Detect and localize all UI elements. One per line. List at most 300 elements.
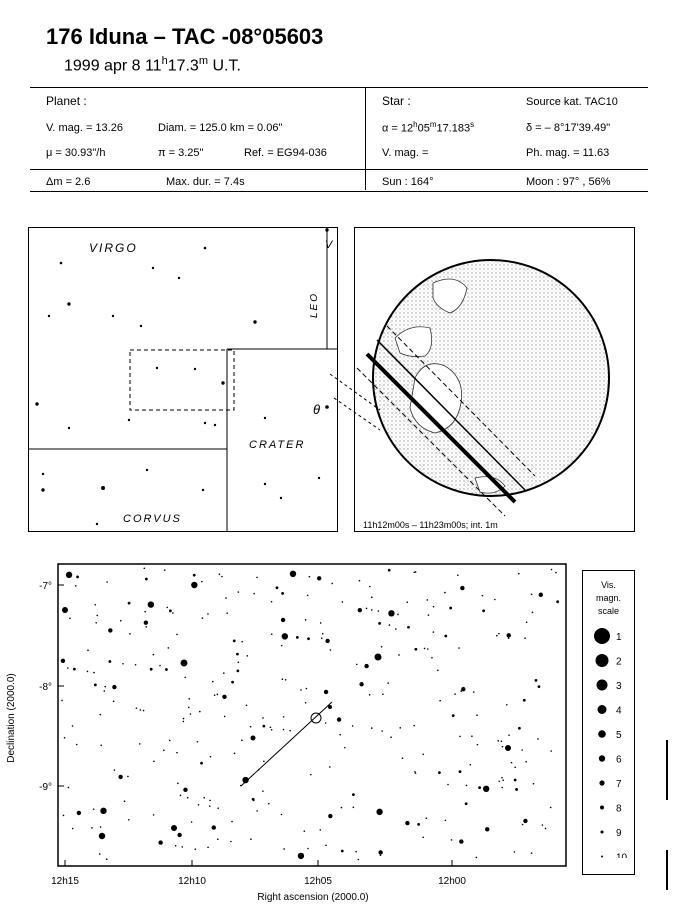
field-star bbox=[195, 848, 197, 850]
field-star bbox=[459, 736, 461, 738]
field-star bbox=[262, 725, 265, 728]
field-star bbox=[95, 622, 97, 624]
field-star bbox=[406, 601, 408, 603]
field-star bbox=[271, 729, 273, 731]
field-star bbox=[310, 774, 312, 776]
x-tick: 12h15 bbox=[51, 876, 79, 887]
field-star bbox=[113, 701, 115, 703]
field-star bbox=[283, 716, 285, 718]
field-star bbox=[319, 829, 321, 831]
star-delta: δ = – 8°17'39.49" bbox=[526, 122, 611, 134]
field-star bbox=[378, 610, 380, 612]
field-star bbox=[476, 714, 478, 716]
field-star bbox=[329, 766, 331, 768]
field-star bbox=[180, 795, 182, 797]
field-star bbox=[405, 821, 409, 825]
field-star bbox=[378, 850, 382, 854]
field-star bbox=[282, 678, 284, 680]
page-title: 176 Iduna – TAC -08°05603 bbox=[46, 24, 324, 49]
legend-dot bbox=[594, 628, 610, 644]
field-star bbox=[166, 607, 168, 609]
planet-diameter: Diam. = 125.0 km = 0.06" bbox=[158, 122, 283, 134]
field-star bbox=[508, 734, 510, 736]
field-star bbox=[231, 821, 233, 823]
field-star bbox=[172, 612, 174, 614]
star-phmag: Ph. mag. = 11.63 bbox=[526, 147, 610, 159]
field-star bbox=[307, 637, 310, 640]
field-star bbox=[328, 814, 332, 818]
field-star bbox=[426, 599, 428, 601]
field-star bbox=[444, 635, 447, 638]
field-star bbox=[514, 767, 516, 769]
field-star bbox=[508, 637, 510, 639]
field-star bbox=[485, 827, 489, 831]
field-star bbox=[424, 648, 426, 650]
field-star bbox=[241, 739, 243, 741]
field-star bbox=[217, 694, 219, 696]
legend-mag-label: 10 bbox=[616, 852, 628, 858]
field-star bbox=[369, 694, 371, 696]
field-star bbox=[498, 633, 500, 635]
legend-dot bbox=[599, 755, 605, 761]
field-star bbox=[212, 681, 214, 683]
field-star bbox=[359, 580, 361, 582]
edge-mark bbox=[666, 850, 668, 890]
field-star bbox=[225, 597, 227, 599]
bright-star bbox=[505, 745, 511, 751]
field-star bbox=[501, 740, 503, 742]
moon-info: Moon : 97° , 56% bbox=[526, 176, 611, 188]
field-star bbox=[325, 844, 327, 846]
field-star bbox=[317, 576, 321, 580]
field-star bbox=[76, 576, 79, 579]
field-star bbox=[214, 694, 216, 696]
field-star bbox=[359, 682, 363, 686]
field-star bbox=[163, 750, 165, 752]
star-chart bbox=[0, 560, 580, 904]
field-star bbox=[253, 593, 255, 595]
field-star bbox=[236, 670, 239, 673]
field-star bbox=[201, 581, 203, 583]
field-star bbox=[502, 779, 504, 781]
event-timescale: U.T. bbox=[208, 57, 241, 75]
field-star bbox=[439, 700, 441, 702]
y-tick: -8° bbox=[39, 682, 52, 693]
field-star bbox=[139, 743, 141, 745]
field-star bbox=[550, 807, 552, 809]
field-star bbox=[459, 839, 463, 843]
field-star bbox=[454, 693, 456, 695]
field-star bbox=[72, 828, 74, 830]
field-star bbox=[371, 596, 373, 598]
connector-lines bbox=[330, 350, 380, 450]
field-star bbox=[226, 612, 228, 614]
field-star bbox=[483, 786, 489, 792]
field-star bbox=[252, 798, 255, 801]
globe-svg bbox=[355, 228, 634, 531]
field-star bbox=[63, 815, 65, 817]
field-star bbox=[250, 726, 252, 728]
field-star bbox=[556, 600, 559, 603]
field-star bbox=[93, 672, 95, 674]
field-star bbox=[324, 690, 328, 694]
alpha-m: m bbox=[429, 120, 437, 129]
field-star bbox=[414, 771, 416, 773]
legend-mag-label: 7 bbox=[616, 779, 622, 790]
field-star bbox=[207, 613, 209, 615]
field-star bbox=[304, 830, 306, 832]
field-star bbox=[224, 716, 226, 718]
field-star bbox=[219, 574, 221, 576]
x-axis-label: Right ascension (2000.0) bbox=[257, 892, 369, 903]
star-alpha bbox=[382, 120, 474, 135]
field-star bbox=[290, 571, 296, 577]
field-star bbox=[470, 764, 472, 766]
field-star bbox=[449, 607, 452, 610]
finder-chart bbox=[28, 227, 338, 532]
field-star bbox=[268, 803, 270, 805]
legend-mag-label: 2 bbox=[616, 656, 622, 668]
field-star bbox=[545, 828, 547, 830]
field-star bbox=[183, 788, 187, 792]
field-star bbox=[532, 612, 534, 614]
field-star bbox=[181, 846, 183, 848]
field-star bbox=[165, 668, 168, 671]
field-star bbox=[114, 769, 116, 771]
field-star bbox=[457, 574, 459, 576]
y-tick: -7° bbox=[39, 581, 52, 592]
field-star bbox=[87, 671, 89, 673]
field-star bbox=[526, 621, 528, 623]
field-star bbox=[501, 787, 503, 789]
field-star bbox=[199, 711, 201, 713]
field-star bbox=[307, 595, 309, 597]
event-time bbox=[64, 55, 241, 75]
magnitude-legend bbox=[582, 570, 635, 875]
field-star bbox=[535, 679, 538, 682]
field-star bbox=[307, 848, 309, 850]
field-star bbox=[342, 601, 344, 603]
table-divider bbox=[365, 88, 366, 190]
field-star bbox=[502, 746, 504, 748]
field-star bbox=[473, 691, 475, 693]
field-star bbox=[371, 609, 373, 611]
bright-star bbox=[375, 654, 382, 661]
field-star bbox=[413, 571, 415, 573]
field-star bbox=[476, 857, 478, 859]
field-star bbox=[223, 672, 225, 674]
field-star bbox=[262, 790, 264, 792]
field-star bbox=[460, 690, 462, 692]
legend-dot bbox=[600, 806, 604, 810]
field-star bbox=[145, 626, 147, 628]
field-star bbox=[337, 717, 341, 721]
field-star bbox=[73, 668, 76, 671]
field-star bbox=[69, 617, 71, 619]
max-duration: Max. dur. = 7.4s bbox=[166, 176, 245, 188]
chart-field-box bbox=[130, 350, 234, 410]
planet-vmag: V. mag. = 13.26 bbox=[46, 122, 123, 134]
field-star bbox=[458, 647, 460, 649]
field-star bbox=[212, 825, 216, 829]
field-star bbox=[366, 608, 368, 610]
field-star bbox=[96, 615, 98, 617]
hour-unit: h bbox=[161, 55, 168, 67]
field-star bbox=[276, 586, 279, 589]
field-star bbox=[522, 824, 524, 826]
field-star bbox=[525, 761, 527, 763]
field-star bbox=[158, 840, 162, 844]
field-star bbox=[390, 736, 392, 738]
field-star bbox=[378, 622, 381, 625]
legend-mag-label: 3 bbox=[616, 681, 622, 692]
field-star bbox=[122, 663, 124, 665]
field-star bbox=[447, 784, 449, 786]
y-tick: -9° bbox=[39, 782, 52, 793]
field-star bbox=[514, 779, 517, 782]
bright-star bbox=[99, 833, 105, 839]
field-star bbox=[77, 811, 81, 815]
field-star bbox=[217, 838, 219, 840]
field-star bbox=[523, 699, 526, 702]
field-star bbox=[298, 853, 304, 859]
field-star bbox=[104, 686, 106, 688]
field-star bbox=[202, 617, 204, 619]
field-star bbox=[281, 645, 283, 647]
field-star bbox=[238, 662, 240, 664]
field-star bbox=[169, 609, 172, 612]
field-star bbox=[507, 633, 511, 637]
star-alpha-mid: 05 bbox=[417, 122, 430, 135]
field-star bbox=[271, 601, 273, 603]
field-star bbox=[482, 609, 485, 612]
field-star bbox=[72, 725, 74, 727]
field-star bbox=[99, 853, 101, 855]
field-star bbox=[209, 800, 211, 802]
field-star bbox=[452, 714, 455, 717]
field-star bbox=[381, 646, 383, 648]
field-star bbox=[309, 576, 311, 578]
planet-heading: Planet : bbox=[46, 94, 87, 108]
field-star bbox=[283, 848, 285, 850]
field-star bbox=[191, 582, 197, 588]
alpha-h: h bbox=[413, 120, 418, 129]
y-axis-label: Declination (2000.0) bbox=[6, 673, 17, 763]
field-star bbox=[399, 727, 401, 729]
field-star bbox=[164, 569, 166, 571]
field-star bbox=[498, 780, 500, 782]
bright-star bbox=[251, 736, 256, 741]
field-star bbox=[518, 727, 521, 730]
field-star bbox=[433, 606, 435, 608]
field-star bbox=[207, 847, 209, 849]
field-star bbox=[143, 710, 145, 712]
field-star bbox=[358, 859, 360, 861]
field-star bbox=[177, 783, 179, 785]
label-v: V bbox=[325, 239, 333, 251]
field-star bbox=[150, 668, 153, 671]
field-star bbox=[144, 621, 148, 625]
finder-stars bbox=[35, 228, 329, 525]
legend-mag-label: 5 bbox=[616, 730, 622, 741]
legend-mag-label: 9 bbox=[616, 828, 622, 839]
legend-mag-label: 1 bbox=[616, 632, 622, 643]
field-star bbox=[159, 665, 161, 667]
field-star bbox=[514, 851, 516, 853]
legend-mag-label: 4 bbox=[616, 705, 622, 717]
field-star bbox=[388, 569, 391, 572]
field-star bbox=[93, 808, 95, 810]
field-star bbox=[139, 709, 141, 711]
field-star bbox=[188, 707, 190, 709]
field-star bbox=[388, 610, 394, 616]
field-star bbox=[444, 592, 446, 594]
field-star bbox=[539, 593, 543, 597]
field-star bbox=[256, 810, 258, 812]
label-corvus: CORVUS bbox=[123, 513, 182, 525]
field-star bbox=[183, 721, 185, 723]
event-date: 1999 apr 8 11 bbox=[64, 57, 162, 75]
field-star bbox=[191, 821, 193, 823]
field-star bbox=[200, 762, 203, 765]
field-star bbox=[341, 850, 344, 853]
field-star bbox=[106, 581, 108, 583]
field-star bbox=[190, 713, 192, 715]
planet-parallax: π = 3.25" bbox=[158, 147, 204, 159]
field-star bbox=[135, 664, 137, 666]
field-star bbox=[414, 648, 417, 651]
field-star bbox=[506, 704, 508, 706]
legend-mag-label: 6 bbox=[616, 754, 622, 766]
field-star bbox=[537, 738, 539, 740]
star-alpha-sec: 17.183 bbox=[436, 122, 471, 135]
field-star bbox=[425, 817, 427, 819]
field-star bbox=[193, 574, 196, 577]
field-star bbox=[325, 722, 327, 724]
legend-svg bbox=[583, 618, 634, 858]
field-star bbox=[120, 620, 122, 622]
field-star bbox=[433, 631, 435, 633]
field-star bbox=[109, 660, 112, 663]
field-star bbox=[398, 654, 400, 656]
field-star bbox=[106, 858, 108, 860]
field-star bbox=[241, 641, 243, 643]
field-star bbox=[417, 823, 420, 826]
field-star bbox=[477, 744, 479, 746]
field-star bbox=[531, 594, 533, 596]
field-star bbox=[496, 635, 498, 637]
field-star bbox=[438, 771, 441, 774]
field-star bbox=[306, 688, 308, 690]
field-star bbox=[330, 649, 332, 651]
field-star bbox=[478, 786, 481, 789]
field-star bbox=[210, 756, 212, 758]
field-star bbox=[296, 636, 299, 639]
field-star bbox=[282, 633, 288, 639]
field-star bbox=[145, 578, 148, 581]
edge-mark bbox=[666, 740, 668, 800]
field-star bbox=[203, 797, 205, 799]
legend-title-1: Vis. bbox=[601, 580, 616, 590]
field-star bbox=[167, 647, 169, 649]
field-star bbox=[322, 633, 324, 635]
field-star bbox=[331, 583, 333, 585]
field-star bbox=[94, 604, 96, 606]
field-star bbox=[230, 841, 232, 843]
field-star bbox=[352, 793, 355, 796]
field-star bbox=[305, 702, 307, 704]
field-star bbox=[494, 599, 496, 601]
field-star bbox=[465, 802, 468, 805]
field-star bbox=[236, 653, 239, 656]
label-virgo: VIRGO bbox=[89, 241, 138, 255]
planet-motion: μ = 30.93"/h bbox=[46, 147, 106, 159]
field-star bbox=[68, 787, 70, 789]
field-star bbox=[118, 775, 122, 779]
field-star bbox=[176, 752, 178, 754]
field-star bbox=[353, 807, 355, 809]
x-tick: 12h10 bbox=[178, 876, 206, 887]
alpha-s: s bbox=[470, 120, 475, 129]
field-star bbox=[355, 851, 357, 853]
field-star bbox=[550, 750, 552, 752]
field-star bbox=[428, 614, 430, 616]
field-star bbox=[153, 654, 155, 656]
field-star bbox=[325, 639, 329, 643]
field-star bbox=[247, 655, 249, 657]
x-tick: 12h05 bbox=[304, 876, 332, 887]
field-star bbox=[66, 572, 72, 578]
field-star bbox=[175, 845, 177, 847]
field-star bbox=[100, 808, 106, 814]
field-star bbox=[256, 577, 258, 579]
field-star bbox=[352, 725, 354, 727]
field-star bbox=[344, 747, 346, 749]
legend-dot bbox=[599, 780, 604, 785]
field-star bbox=[305, 619, 307, 621]
field-star bbox=[445, 820, 447, 822]
field-star bbox=[281, 592, 284, 595]
legend-mag-label: 8 bbox=[616, 803, 622, 815]
field-star bbox=[238, 591, 240, 593]
field-star bbox=[64, 737, 66, 739]
field-star bbox=[136, 707, 138, 709]
field-star bbox=[153, 814, 155, 816]
label-theta: θ bbox=[313, 402, 321, 417]
finder-svg bbox=[29, 228, 337, 531]
field-star bbox=[523, 819, 527, 823]
field-star bbox=[397, 614, 399, 616]
field-star bbox=[91, 827, 93, 829]
field-star bbox=[188, 698, 190, 700]
field-star bbox=[538, 685, 541, 688]
field-star bbox=[271, 633, 273, 635]
field-star bbox=[427, 648, 429, 650]
field-star bbox=[511, 762, 513, 764]
legend-dot bbox=[597, 680, 608, 691]
field-star bbox=[371, 727, 373, 729]
field-star bbox=[389, 624, 391, 626]
field-star bbox=[184, 677, 186, 679]
star-heading: Star : bbox=[382, 94, 411, 108]
sun-elongation: Sun : 164° bbox=[382, 176, 434, 188]
table-mid-rule bbox=[30, 169, 648, 170]
field-star bbox=[100, 744, 102, 746]
field-star bbox=[497, 740, 499, 742]
field-star bbox=[61, 700, 63, 702]
field-star bbox=[270, 726, 272, 728]
delta-mag: Δm = 2.6 bbox=[46, 176, 91, 188]
